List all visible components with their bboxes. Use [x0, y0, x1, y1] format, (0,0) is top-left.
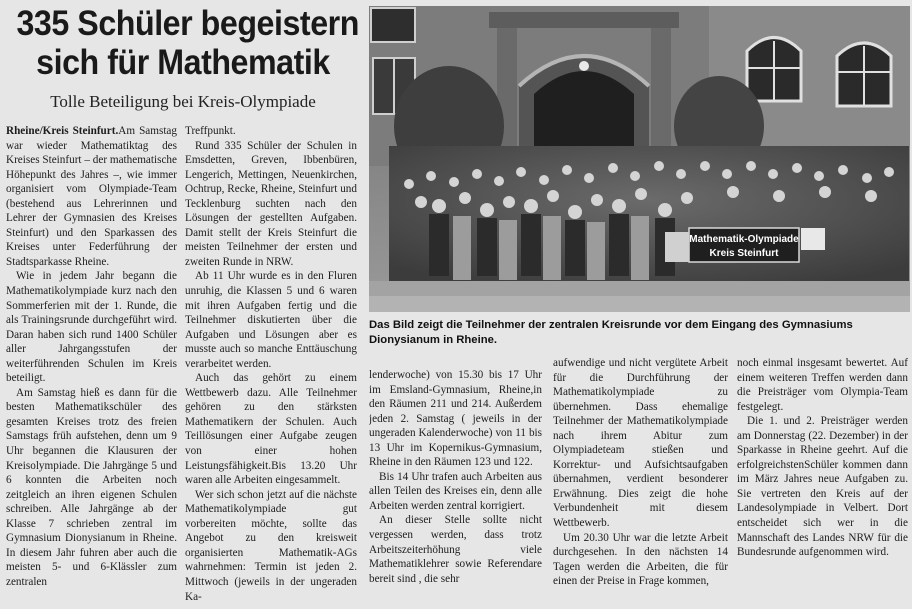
paragraph: Am Samstag hieß es dann für die besten Mathematikschüler des gesamten Kreises trotz des freien Samstags früh aufstehen, denn um 9 Uhr begannen die Klausuren der Kreisolympiade. Die Jahrgänge 5 und 6 konnten die Arbeiten noch zeitgleich an ihren eigenen Schulen schreiben. Alle Jahrgänge ab der Klasse 7 schrieben zentral im Gymnasium Dionysianum in Rheine. In diesem Jahr fuhren aber auch die meisten 5- und 6-Klässler zum zentralen	[6, 386, 177, 588]
paragraph: Die 1. und 2. Preisträger werden am Donnerstag (22. Dezember) in der Sparkasse in Rheine geehrt. Auf die erfolgreichstenSchüler kommen dann im März Jahres neue Aufgaben zu. Sie vertreten den Kreis auf der Landesolympiade in Velbert. Dort entscheidet sich wer in die Mannschaft des Landes NRW für die Bundesrunde aufgenommen wird.	[737, 415, 908, 559]
photo-caption: Das Bild zeigt die Teilnehmer der zentralen Kreisrunde vor dem Eingang des Gymnasiums Dionysianum in Rheine.	[369, 319, 853, 346]
article-column-2	[185, 124, 357, 608]
banner-line-2: Kreis Steinfurt	[709, 248, 779, 259]
article-column-4	[553, 356, 728, 608]
paragraph-text: Am Samstag war wieder Mathematiktag des Kreises Steinfurt – der mathematische Höhepunkt des Jahres –, wie immer organisiert vom Olympiade-Team (bestehend aus Lehrerinnen und Lehrer der Gymnasien des Kreises Steinfurt) und den Sparkassen des Kreises unter Federführung der Stadtsparkasse Rheine.	[6, 125, 177, 268]
banner-line-1: Mathematik-Olympiade	[689, 234, 799, 245]
paragraph: noch einmal insgesamt bewertet. Auf einem weiteren Treffen werden dann die Preisträger vom Olympia-Team festgelegt.	[737, 357, 908, 413]
headline	[16, 4, 359, 82]
paragraph: Ab 11 Uhr wurde es in den Fluren unruhig, die Klassen 5 und 6 waren mit ihren Aufgaben fertig und die Teilnehmer diskutierten über die Aufgaben und Lösungen aber es musste auch so manche Enttäuschung verarbeitet werden.	[185, 270, 357, 370]
paragraph: Treffpunkt.	[185, 125, 236, 137]
paragraph: Bis 14 Uhr trafen auch Arbeiten aus allen Teilen des Kreises ein, denn alle Arbeiten werden zentral korrigiert.	[369, 470, 542, 512]
paragraph: lenderwoche) von 15.30 bis 17 Uhr im Emsland-Gymnasium, Rheine,in den Räumen 211 und 214. Außerdem jeden 2. Samstag ( jeweils in der ungeraden Kalenderwoche) von 11 bis 13 Uhr im Kopernikus-Gymnasium, Rheine in den Räumen 123 und 122.	[369, 369, 542, 469]
headline-line-1: 335 Schüler begeistern	[16, 4, 359, 43]
paragraph: Auch das gehört zu einem Wettbewerb dazu. Alle Teilnehmer gehören zu den stärksten Mathematikern der Schulen. Auch Teillösungen einer Aufgabe zeugen von einer hohen Leistungsfähigkeit.Bis 13.20 Uhr waren alle Arbeiten eingesammelt.	[185, 372, 357, 487]
group-photo	[369, 6, 910, 312]
paragraph: Rund 335 Schüler der Schulen in Emsdetten, Greven, Ibbenbüren, Lengerich, Mettingen, Neuenkirchen, Ochtrup, Recke, Rheine, Steinfurt und Tecklenburg suchten nach den Lösungen der gestellten Aufgaben. Damit stellt der Kreis Steinfurt die meisten Teilnehmer der ersten und zweiten Runde in NRW.	[185, 139, 357, 268]
paragraph: Wie in jedem Jahr begann die Mathematikolympiade kurz nach den Sommerferien mit der 1. Runde, die als Trainingsrunde durchgeführt wird. Daran haben sich rund 1400 Schüler aller Jahrgangsstufen der weiterführenden Schulen im Kreis beteiligt.	[6, 270, 177, 385]
subheadline: Tolle Beteiligung bei Kreis-Olympiade	[50, 92, 316, 111]
paragraph: Um 20.30 Uhr war die letzte Arbeit durchgesehen. In den nächsten 14 Tagen werden die Arbeiten, die für einen der Preise in Frage kommen,	[553, 531, 728, 588]
paragraph	[6, 124, 177, 269]
headline-line-2: sich für Mathematik	[36, 43, 330, 82]
photo-illustration	[369, 6, 910, 312]
article-column-1	[6, 124, 177, 608]
paragraph: An dieser Stelle sollte nicht vergessen werden, dass trotz Arbeitszeiterhöhung viele Mathematiklehrer sowie Referendare bereit sind , die sehr	[369, 514, 542, 585]
paragraph: Wer sich schon jetzt auf die nächste Mathematikolympiade gut vorbereiten möchte, sollte das Angebot zu den kreisweit organisierten Mathematik-AGs wahrnehmen: Termin ist jeden 2. Mittwoch (jeweils in der ungeraden Ka-	[185, 488, 357, 603]
article-column-5	[737, 356, 908, 608]
paragraph: aufwendige und nicht vergütete Arbeit für die Durchführung der Mathematikolympiade zu übernehmen. Dass ehemalige Teilnehmer der Mathematikolympiade nach ihrem Abitur zum Olympiadeteam stießen und Korrektur- und Aufsichtsaufgaben übernahmen, verdient besonderer Erwähnung. Dies zeigt die hohe Verbundenheit mit diesem Wettbewerb.	[553, 357, 728, 530]
article-column-3	[369, 368, 542, 608]
dateline: Rheine/Kreis Steinfurt.	[6, 125, 119, 137]
